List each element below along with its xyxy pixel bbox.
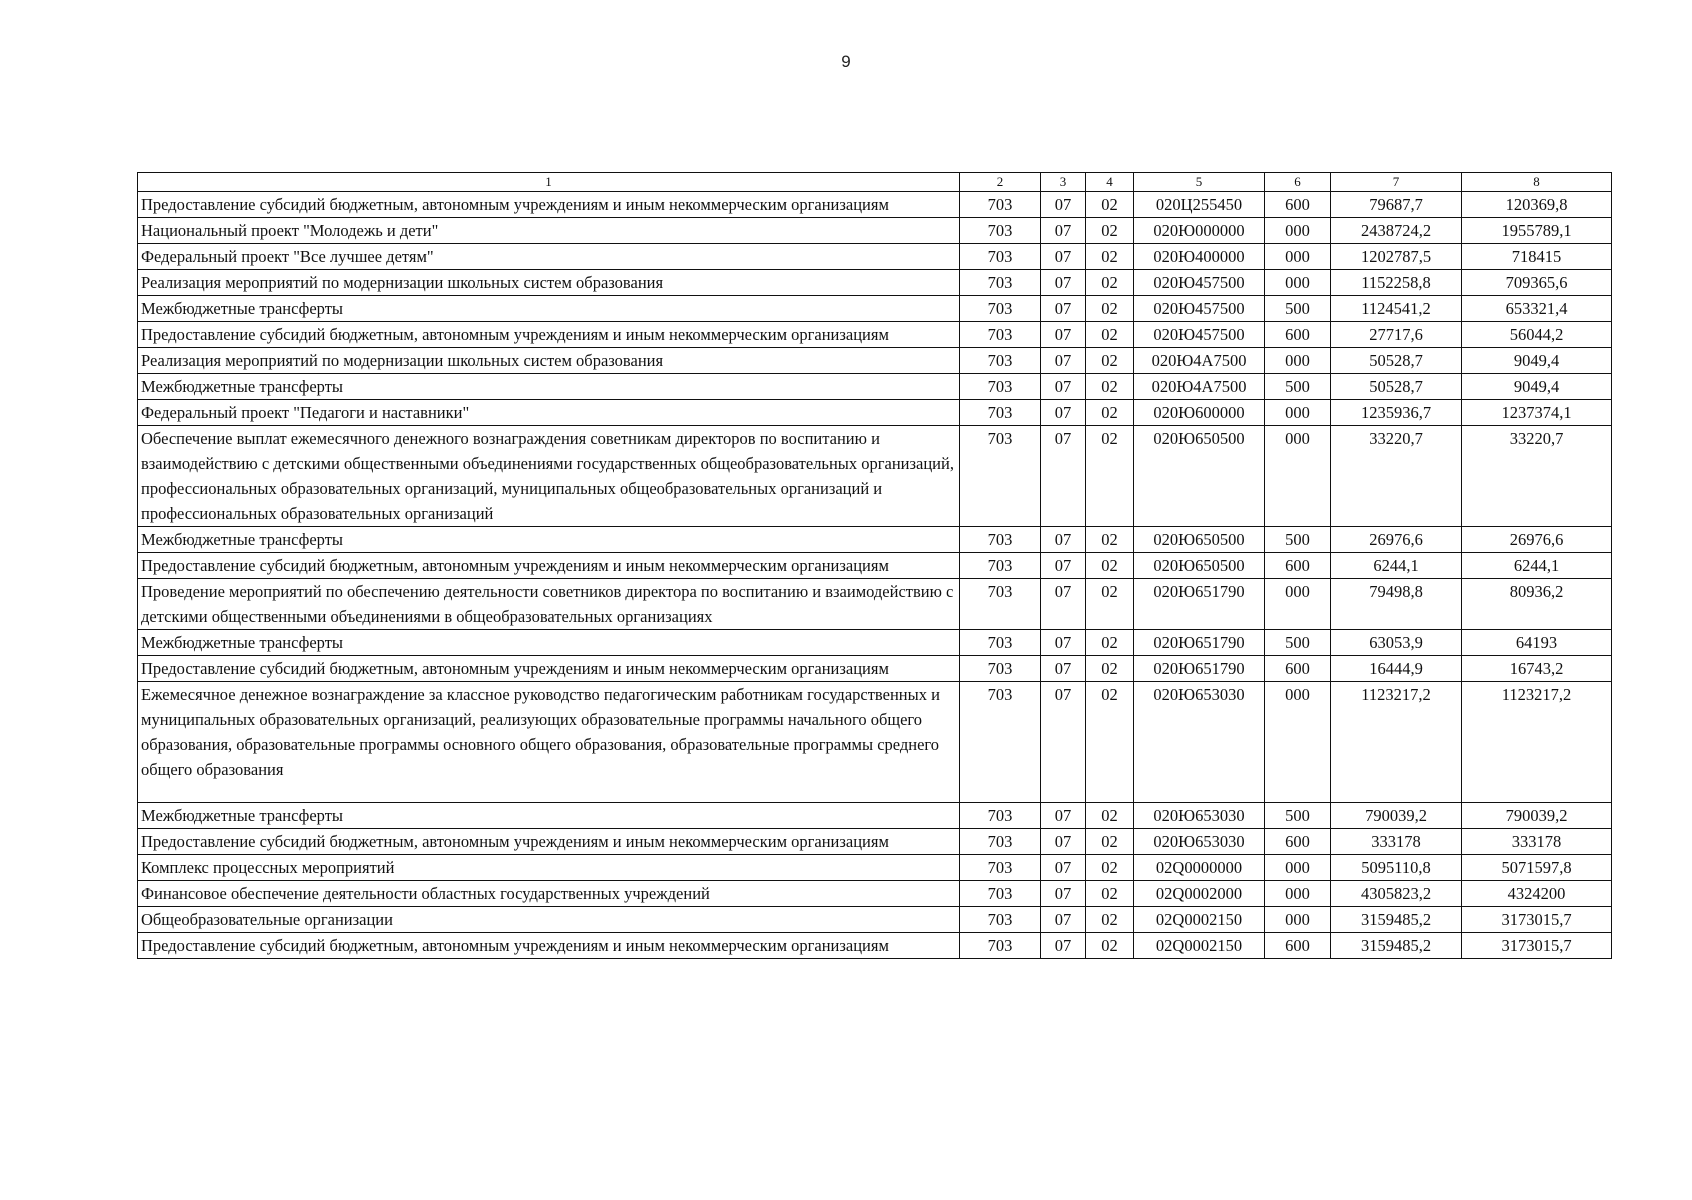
amount-8-cell: 1123217,2: [1462, 682, 1612, 803]
code-3-cell: 07: [1041, 656, 1086, 682]
code-3-cell: 07: [1041, 400, 1086, 426]
amount-8-cell: 653321,4: [1462, 296, 1612, 322]
code-3-cell: 07: [1041, 682, 1086, 803]
column-header-4: 4: [1086, 173, 1134, 192]
amount-8-cell: 718415: [1462, 244, 1612, 270]
code-5-cell: 020Ю457500: [1134, 296, 1265, 322]
amount-7-cell: 3159485,2: [1331, 907, 1462, 933]
code-5-cell: 020Ю650500: [1134, 426, 1265, 527]
amount-7-cell: 33220,7: [1331, 426, 1462, 527]
code-5-cell: 020Ю600000: [1134, 400, 1265, 426]
code-6-cell: 600: [1265, 192, 1331, 218]
row-name-cell: Предоставление субсидий бюджетным, автономным учреждениям и иным некоммерческим организациям: [138, 553, 960, 579]
amount-8-cell: 5071597,8: [1462, 855, 1612, 881]
amount-8-cell: 709365,6: [1462, 270, 1612, 296]
code-5-cell: 020Ю4А7500: [1134, 374, 1265, 400]
code-3-cell: 07: [1041, 579, 1086, 630]
code-4-cell: 02: [1086, 630, 1134, 656]
code-4-cell: 02: [1086, 855, 1134, 881]
amount-7-cell: 50528,7: [1331, 374, 1462, 400]
code-3-cell: 07: [1041, 322, 1086, 348]
code-5-cell: 020Ю4А7500: [1134, 348, 1265, 374]
table-row: [138, 829, 1612, 855]
amount-8-cell: 16743,2: [1462, 656, 1612, 682]
amount-7-cell: 2438724,2: [1331, 218, 1462, 244]
code-4-cell: 02: [1086, 192, 1134, 218]
column-header-2: 2: [960, 173, 1041, 192]
code-2-cell: 703: [960, 218, 1041, 244]
code-5-cell: 020Ю650500: [1134, 527, 1265, 553]
code-2-cell: 703: [960, 426, 1041, 527]
row-name-cell: Предоставление субсидий бюджетным, автономным учреждениям и иным некоммерческим организациям: [138, 656, 960, 682]
amount-8-cell: 9049,4: [1462, 348, 1612, 374]
row-name-cell: Предоставление субсидий бюджетным, автономным учреждениям и иным некоммерческим организациям: [138, 322, 960, 348]
code-4-cell: 02: [1086, 829, 1134, 855]
column-header-7: 7: [1331, 173, 1462, 192]
code-6-cell: 600: [1265, 553, 1331, 579]
amount-8-cell: 1237374,1: [1462, 400, 1612, 426]
code-5-cell: 020Ю457500: [1134, 270, 1265, 296]
table-row: [138, 855, 1612, 881]
table-header: [138, 173, 1612, 192]
table-row: [138, 907, 1612, 933]
table-row: [138, 656, 1612, 682]
code-2-cell: 703: [960, 400, 1041, 426]
code-2-cell: 703: [960, 855, 1041, 881]
amount-7-cell: 5095110,8: [1331, 855, 1462, 881]
code-3-cell: 07: [1041, 553, 1086, 579]
amount-8-cell: 4324200: [1462, 881, 1612, 907]
table-row: [138, 322, 1612, 348]
code-6-cell: 000: [1265, 881, 1331, 907]
row-name-cell: Финансовое обеспечение деятельности областных государственных учреждений: [138, 881, 960, 907]
code-6-cell: 600: [1265, 656, 1331, 682]
row-name-cell: Межбюджетные трансферты: [138, 630, 960, 656]
code-3-cell: 07: [1041, 426, 1086, 527]
code-3-cell: 07: [1041, 218, 1086, 244]
code-4-cell: 02: [1086, 933, 1134, 959]
code-3-cell: 07: [1041, 192, 1086, 218]
row-name-cell: Комплекс процессных мероприятий: [138, 855, 960, 881]
code-4-cell: 02: [1086, 218, 1134, 244]
code-6-cell: 500: [1265, 527, 1331, 553]
code-2-cell: 703: [960, 244, 1041, 270]
code-6-cell: 000: [1265, 682, 1331, 803]
amount-7-cell: 6244,1: [1331, 553, 1462, 579]
code-4-cell: 02: [1086, 244, 1134, 270]
row-name-cell: Реализация мероприятий по модернизации школьных систем образования: [138, 348, 960, 374]
code-4-cell: 02: [1086, 527, 1134, 553]
table-row: [138, 630, 1612, 656]
code-3-cell: 07: [1041, 296, 1086, 322]
amount-8-cell: 6244,1: [1462, 553, 1612, 579]
code-5-cell: 020Ю400000: [1134, 244, 1265, 270]
row-name-cell: Предоставление субсидий бюджетным, автономным учреждениям и иным некоммерческим организациям: [138, 829, 960, 855]
code-2-cell: 703: [960, 907, 1041, 933]
code-5-cell: 020Ю653030: [1134, 829, 1265, 855]
table-row: [138, 527, 1612, 553]
table-row: [138, 218, 1612, 244]
code-2-cell: 703: [960, 881, 1041, 907]
code-6-cell: 500: [1265, 374, 1331, 400]
code-3-cell: 07: [1041, 855, 1086, 881]
code-5-cell: 020Ц255450: [1134, 192, 1265, 218]
row-name-cell: Национальный проект "Молодежь и дети": [138, 218, 960, 244]
amount-7-cell: 63053,9: [1331, 630, 1462, 656]
amount-8-cell: 790039,2: [1462, 803, 1612, 829]
code-4-cell: 02: [1086, 374, 1134, 400]
code-3-cell: 07: [1041, 244, 1086, 270]
code-6-cell: 000: [1265, 244, 1331, 270]
amount-8-cell: 333178: [1462, 829, 1612, 855]
table-row: [138, 244, 1612, 270]
code-6-cell: 000: [1265, 907, 1331, 933]
code-5-cell: 020Ю651790: [1134, 656, 1265, 682]
code-6-cell: 000: [1265, 855, 1331, 881]
amount-7-cell: 16444,9: [1331, 656, 1462, 682]
header-row: [138, 173, 1612, 192]
table-body: [138, 192, 1612, 959]
code-4-cell: 02: [1086, 803, 1134, 829]
table-row: [138, 348, 1612, 374]
table-row: [138, 682, 1612, 803]
code-5-cell: 020Ю651790: [1134, 579, 1265, 630]
code-3-cell: 07: [1041, 630, 1086, 656]
code-5-cell: 020Ю653030: [1134, 803, 1265, 829]
table-row: [138, 881, 1612, 907]
code-6-cell: 600: [1265, 322, 1331, 348]
row-name-cell: Межбюджетные трансферты: [138, 374, 960, 400]
code-5-cell: 02Q0000000: [1134, 855, 1265, 881]
table-row: [138, 296, 1612, 322]
column-header-3: 3: [1041, 173, 1086, 192]
row-name-cell: Межбюджетные трансферты: [138, 527, 960, 553]
code-5-cell: 020Ю000000: [1134, 218, 1265, 244]
code-2-cell: 703: [960, 829, 1041, 855]
code-3-cell: 07: [1041, 907, 1086, 933]
row-name-cell: Проведение мероприятий по обеспечению деятельности советников директора по воспитанию и взаимодействию с детскими общественными объединениями в общеобразовательных организациях: [138, 579, 960, 630]
amount-8-cell: 1955789,1: [1462, 218, 1612, 244]
row-name-cell: Федеральный проект "Педагоги и наставники": [138, 400, 960, 426]
code-4-cell: 02: [1086, 400, 1134, 426]
amount-7-cell: 1152258,8: [1331, 270, 1462, 296]
code-5-cell: 02Q0002150: [1134, 933, 1265, 959]
code-5-cell: 02Q0002000: [1134, 881, 1265, 907]
table-row: [138, 803, 1612, 829]
code-5-cell: 02Q0002150: [1134, 907, 1265, 933]
amount-7-cell: 1123217,2: [1331, 682, 1462, 803]
amount-7-cell: 50528,7: [1331, 348, 1462, 374]
amount-7-cell: 79498,8: [1331, 579, 1462, 630]
amount-8-cell: 64193: [1462, 630, 1612, 656]
code-4-cell: 02: [1086, 322, 1134, 348]
column-header-6: 6: [1265, 173, 1331, 192]
code-3-cell: 07: [1041, 803, 1086, 829]
amount-8-cell: 56044,2: [1462, 322, 1612, 348]
code-2-cell: 703: [960, 527, 1041, 553]
code-3-cell: 07: [1041, 374, 1086, 400]
amount-8-cell: 33220,7: [1462, 426, 1612, 527]
amount-7-cell: 1124541,2: [1331, 296, 1462, 322]
code-2-cell: 703: [960, 933, 1041, 959]
code-6-cell: 500: [1265, 296, 1331, 322]
amount-7-cell: 27717,6: [1331, 322, 1462, 348]
table-row: [138, 192, 1612, 218]
row-name-cell: Федеральный проект "Все лучшее детям": [138, 244, 960, 270]
code-6-cell: 000: [1265, 270, 1331, 296]
amount-8-cell: 9049,4: [1462, 374, 1612, 400]
code-2-cell: 703: [960, 656, 1041, 682]
amount-8-cell: 3173015,7: [1462, 933, 1612, 959]
row-name-cell: Реализация мероприятий по модернизации школьных систем образования: [138, 270, 960, 296]
amount-8-cell: 80936,2: [1462, 579, 1612, 630]
amount-7-cell: 333178: [1331, 829, 1462, 855]
code-4-cell: 02: [1086, 881, 1134, 907]
code-4-cell: 02: [1086, 907, 1134, 933]
code-4-cell: 02: [1086, 579, 1134, 630]
row-name-cell: Межбюджетные трансферты: [138, 296, 960, 322]
code-3-cell: 07: [1041, 270, 1086, 296]
code-3-cell: 07: [1041, 348, 1086, 374]
code-2-cell: 703: [960, 374, 1041, 400]
code-6-cell: 600: [1265, 933, 1331, 959]
code-3-cell: 07: [1041, 527, 1086, 553]
amount-8-cell: 26976,6: [1462, 527, 1612, 553]
code-6-cell: 000: [1265, 400, 1331, 426]
code-2-cell: 703: [960, 630, 1041, 656]
code-2-cell: 703: [960, 322, 1041, 348]
table-row: [138, 579, 1612, 630]
code-6-cell: 000: [1265, 348, 1331, 374]
code-6-cell: 500: [1265, 803, 1331, 829]
code-6-cell: 600: [1265, 829, 1331, 855]
code-2-cell: 703: [960, 270, 1041, 296]
budget-table: [137, 172, 1612, 959]
amount-7-cell: 1202787,5: [1331, 244, 1462, 270]
amount-8-cell: 120369,8: [1462, 192, 1612, 218]
amount-7-cell: 26976,6: [1331, 527, 1462, 553]
row-name-cell: Предоставление субсидий бюджетным, автономным учреждениям и иным некоммерческим организациям: [138, 933, 960, 959]
row-name-cell: Межбюджетные трансферты: [138, 803, 960, 829]
amount-7-cell: 790039,2: [1331, 803, 1462, 829]
amount-7-cell: 79687,7: [1331, 192, 1462, 218]
amount-7-cell: 1235936,7: [1331, 400, 1462, 426]
column-header-5: 5: [1134, 173, 1265, 192]
code-5-cell: 020Ю650500: [1134, 553, 1265, 579]
table-row: [138, 270, 1612, 296]
row-name-cell: Предоставление субсидий бюджетным, автономным учреждениям и иным некоммерческим организациям: [138, 192, 960, 218]
row-name-cell: Ежемесячное денежное вознаграждение за классное руководство педагогическим работникам государственных и муниципальных образовательных организаций, реализующих образовательные программы начального общего образования, образовательные программы основного общего образования, образовательные программы среднего общего образования: [138, 682, 960, 803]
code-5-cell: 020Ю457500: [1134, 322, 1265, 348]
code-2-cell: 703: [960, 579, 1041, 630]
code-4-cell: 02: [1086, 656, 1134, 682]
code-2-cell: 703: [960, 553, 1041, 579]
code-2-cell: 703: [960, 296, 1041, 322]
code-2-cell: 703: [960, 803, 1041, 829]
amount-7-cell: 4305823,2: [1331, 881, 1462, 907]
amount-8-cell: 3173015,7: [1462, 907, 1612, 933]
code-2-cell: 703: [960, 682, 1041, 803]
table-row: [138, 374, 1612, 400]
code-6-cell: 000: [1265, 218, 1331, 244]
page-number: 9: [841, 52, 851, 71]
code-5-cell: 020Ю651790: [1134, 630, 1265, 656]
code-4-cell: 02: [1086, 553, 1134, 579]
column-header-1: 1: [138, 173, 960, 192]
code-4-cell: 02: [1086, 426, 1134, 527]
code-4-cell: 02: [1086, 682, 1134, 803]
table-row: [138, 553, 1612, 579]
table-row: [138, 426, 1612, 527]
table-row: [138, 400, 1612, 426]
amount-7-cell: 3159485,2: [1331, 933, 1462, 959]
code-3-cell: 07: [1041, 881, 1086, 907]
code-4-cell: 02: [1086, 296, 1134, 322]
code-3-cell: 07: [1041, 933, 1086, 959]
code-6-cell: 500: [1265, 630, 1331, 656]
code-2-cell: 703: [960, 348, 1041, 374]
code-6-cell: 000: [1265, 426, 1331, 527]
row-name-cell: Обеспечение выплат ежемесячного денежного вознаграждения советникам директоров по воспитанию и взаимодействию с детскими общественными объединениями государственных общеобразовательных организаций, профессиональных образовательных организаций, муниципальных общеобразовательных организаций и профессиональных образовательных организаций: [138, 426, 960, 527]
table-row: [138, 933, 1612, 959]
code-6-cell: 000: [1265, 579, 1331, 630]
code-3-cell: 07: [1041, 829, 1086, 855]
row-name-cell: Общеобразовательные организации: [138, 907, 960, 933]
code-5-cell: 020Ю653030: [1134, 682, 1265, 803]
column-header-8: 8: [1462, 173, 1612, 192]
code-2-cell: 703: [960, 192, 1041, 218]
code-4-cell: 02: [1086, 270, 1134, 296]
code-4-cell: 02: [1086, 348, 1134, 374]
